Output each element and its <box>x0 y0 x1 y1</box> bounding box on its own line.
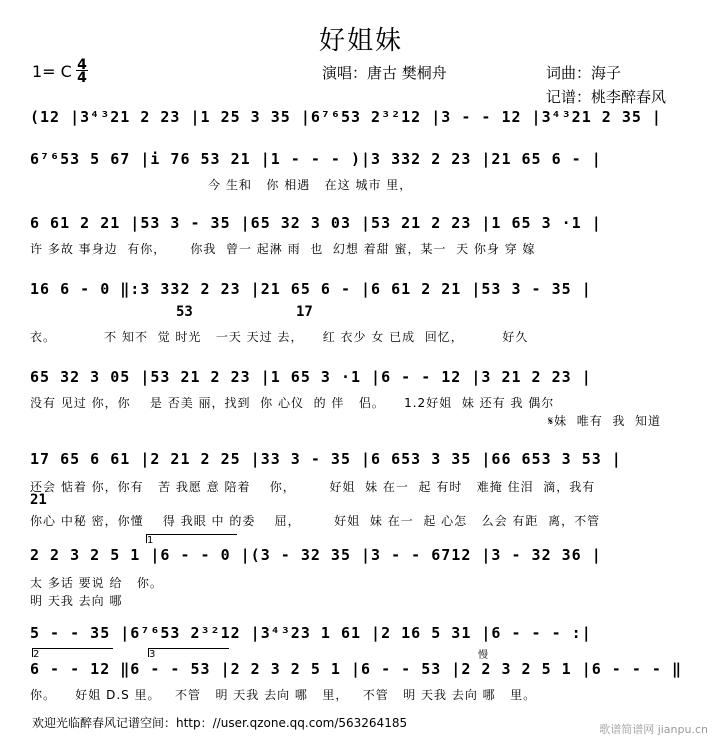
lyrics-line: 衣。 不 知不 觉 时光 一天 天过 去， 红 衣少 女 已成 回忆， 好久 <box>30 330 529 344</box>
time-signature-top: 4 <box>77 57 87 73</box>
sub-note-21: 21 <box>30 492 47 508</box>
lyrics-line: 今 生和 你 相遇 在这 城市 里， <box>30 178 413 192</box>
volta-1: 1 <box>146 534 237 543</box>
sub-note-17: 17 <box>296 304 313 320</box>
lyrics-line-2: 明 天我 去向 哪 <box>30 594 123 608</box>
watermark: 歌谱简谱网 jianpu.cn <box>599 723 708 736</box>
notes-line: 5 - - 35 |6⁷⁶53 2³²12 |3⁴³23 1 61 |2 16 5 31 |6 - - - :| <box>30 624 592 642</box>
lyrics-line: 太 多话 要说 给 你。 <box>30 576 163 590</box>
sub-note-53: 53 <box>176 304 193 320</box>
transcriber-credit: 记谱：桃李醉春风 <box>546 88 667 106</box>
song-title: 好姐妹 <box>318 26 403 56</box>
singer-credit: 演唱：唐古 樊桐舟 <box>322 64 447 82</box>
words-music-credit: 词曲：海子 <box>546 64 622 82</box>
notes-line: 16 6 - 0 ‖:3 332 2 23 |21 65 6 - |6 61 2 21 |53 3 - 35 | <box>30 280 592 298</box>
notes-line: 6⁷⁶53 5 67 |i 76 53 21 |1 - - - )|3 332 2 23 |21 65 6 - | <box>30 150 602 168</box>
lyrics-line: 还会 惦着 你，你有 苦 我愿 意 陪着 你， 好姐 妹 在一 起 有时 难掩 住泪 滴，我有 <box>30 480 596 494</box>
lyrics-line: 没有 见过 你，你 是 否美 丽，找到 你 心仪 的 伴 侣。 1.2好姐 妹 还有 我 偶尔 <box>30 396 555 410</box>
notes-line: 6 - - 12 ‖6 - - 53 |2 2 3 2 5 1 |6 - - 53 |2 2 3 2 5 1 |6 - - - ‖ <box>30 660 682 678</box>
volta-2: 2 <box>32 648 113 657</box>
notes-line: 65 32 3 05 |53 21 2 23 |1 65 3 ·1 |6 - - 12 |3 21 2 23 | <box>30 368 592 386</box>
lyrics-line: 许 多故 事身边 有你， 你我 曾一 起淋 雨 也 幻想 着甜 蜜，某一 天 你身 穿 嫁 <box>30 242 536 256</box>
lyrics-line-2: 你心 中秘 密，你懂 得 我眼 中 的委 屈， 好姐 妹 在一 起 心怎 么会 有距 离，不管 <box>30 514 601 528</box>
key-signature: 1= C <box>32 62 72 81</box>
footer-credit: 欢迎光临醉春风记谱空间：http：//user.qzone.qq.com/563264185 <box>32 716 408 730</box>
slow-mark: 慢 <box>478 650 489 661</box>
notes-line: 17 65 6 61 |2 21 2 25 |33 3 - 35 |6 653 3 35 |66 653 3 53 | <box>30 450 622 468</box>
lyrics-line: 你。 好姐 D.S 里。 不管 明 天我 去向 哪 里， 不管 明 天我 去向 哪 里。 <box>30 688 537 702</box>
notes-line: (12 |3⁴³21 2 23 |1 25 3 35 |6⁷⁶53 2³²12 |3 - - 12 |3⁴³21 2 35 | <box>30 108 662 126</box>
time-signature-bottom: 4 <box>77 70 87 86</box>
notes-line: 2 2 3 2 5 1 |6 - - 0 |(3 - 32 35 |3 - - 6712 |3 - 32 36 | <box>30 546 602 564</box>
volta-3: 3 <box>148 648 229 657</box>
segno-lyrics: 𝄋妹 唯有 我 知道 <box>548 414 662 428</box>
notes-line: 6 61 2 21 |53 3 - 35 |65 32 3 03 |53 21 2 23 |1 65 3 ·1 | <box>30 214 602 232</box>
